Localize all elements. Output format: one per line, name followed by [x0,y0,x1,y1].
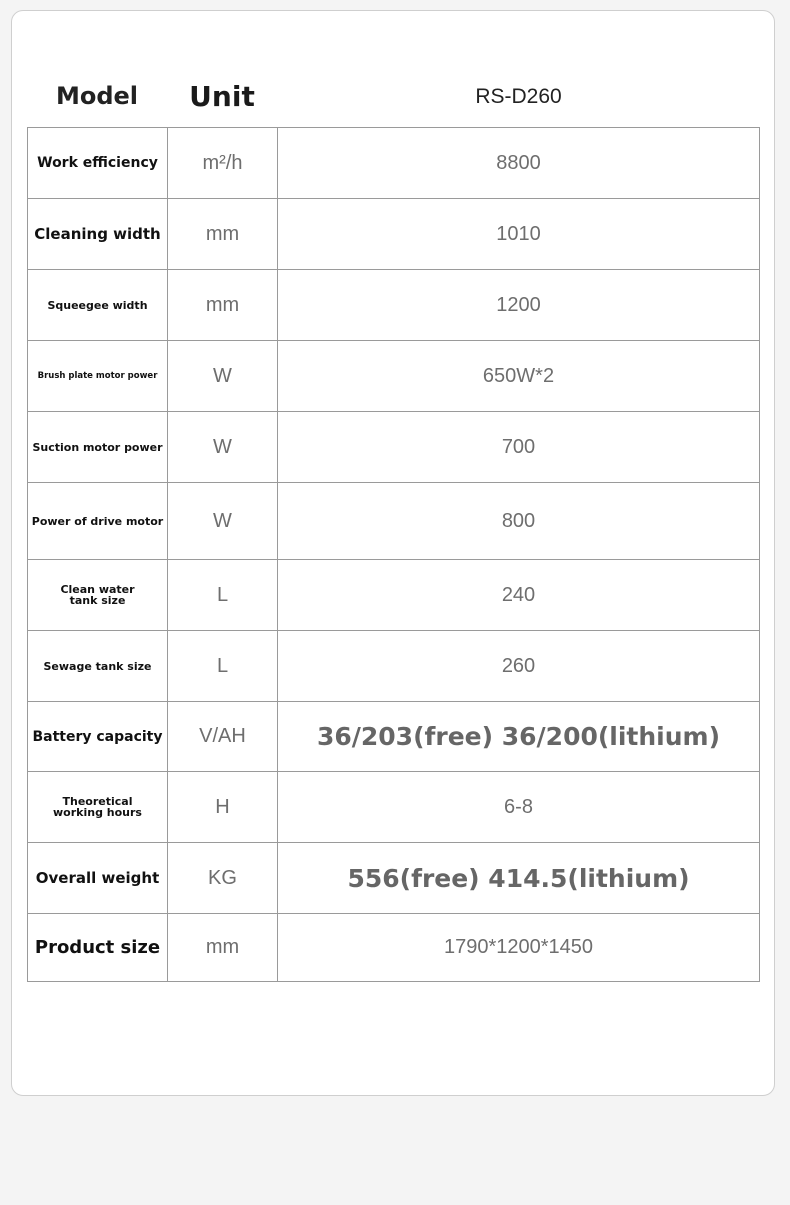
table-row [28,560,760,631]
row-label: Work efficiency [28,128,168,199]
row-label: Theoretical working hours [28,772,168,843]
row-label: Cleaning width [28,199,168,270]
row-unit: H [168,772,278,843]
table-row [28,270,760,341]
row-unit: L [168,560,278,631]
row-value: 1200 [278,270,760,341]
row-value: 6-8 [278,772,760,843]
row-unit: mm [168,199,278,270]
table-row [28,199,760,270]
row-value: 1790*1200*1450 [278,914,760,982]
table-row [28,412,760,483]
row-value: 260 [278,631,760,702]
spec-table [27,127,760,982]
table-row [28,128,760,199]
header-model: Model [55,82,139,110]
row-unit: m²/h [168,128,278,199]
row-label: Suction motor power [28,412,168,483]
row-value: 8800 [278,128,760,199]
table-row [28,914,760,982]
row-unit: mm [168,914,278,982]
row-label: Clean water tank size [28,560,168,631]
row-unit: V/AH [168,702,278,772]
row-unit: L [168,631,278,702]
row-value: 800 [278,483,760,560]
table-header [27,80,760,120]
header-unit: Unit [189,80,255,113]
row-unit: W [168,483,278,560]
row-value: 556(free) 414.5(lithium) [278,843,760,914]
row-label: Squeegee width [28,270,168,341]
row-value: 36/203(free) 36/200(lithium) [278,702,760,772]
row-label: Product size [28,914,168,982]
header-model-name: RS-D260 [475,85,562,108]
row-value: 240 [278,560,760,631]
row-label: Brush plate motor power [28,341,168,412]
table-row [28,843,760,914]
row-label: Power of drive motor [28,483,168,560]
row-label: Overall weight [28,843,168,914]
row-label: Sewage tank size [28,631,168,702]
row-unit: W [168,341,278,412]
row-value: 1010 [278,199,760,270]
table-row [28,341,760,412]
row-unit: KG [168,843,278,914]
table-row [28,483,760,560]
row-value: 700 [278,412,760,483]
table-row [28,772,760,843]
row-unit: W [168,412,278,483]
row-label: Battery capacity [28,702,168,772]
table-row [28,702,760,772]
row-value: 650W*2 [278,341,760,412]
table-row [28,631,760,702]
row-unit: mm [168,270,278,341]
